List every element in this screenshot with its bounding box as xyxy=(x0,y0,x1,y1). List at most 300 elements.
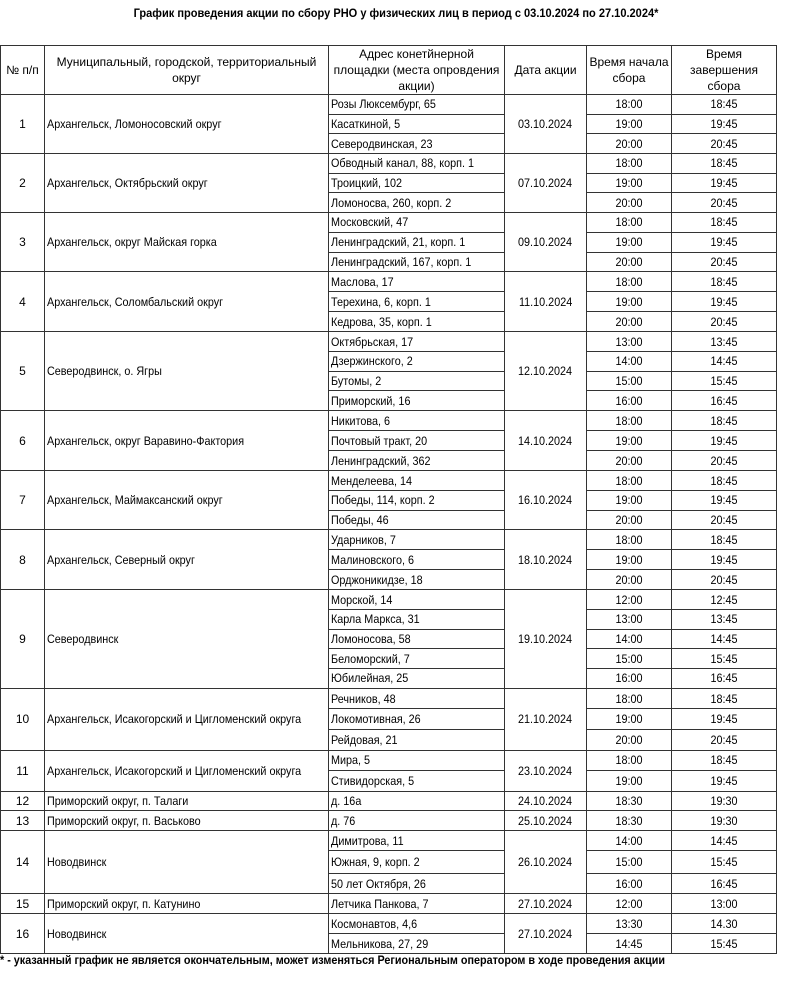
address-text: Летчика Панкова, 7 xyxy=(331,896,429,911)
start-time: 20:00 xyxy=(615,512,643,527)
address-cell xyxy=(329,451,505,471)
address-text: Терехина, 6, корп. 1 xyxy=(331,294,431,309)
address-text: Дзержинского, 2 xyxy=(331,354,413,369)
end-time: 20:45 xyxy=(710,732,738,747)
date-text: 27.10.2024 xyxy=(518,896,573,911)
table-row xyxy=(1,411,777,431)
start-time: 19:00 xyxy=(615,235,643,250)
schedule-table xyxy=(0,45,777,954)
end-time-cell xyxy=(672,629,777,649)
start-time: 14:00 xyxy=(615,354,643,369)
address-text: Димитрова, 11 xyxy=(331,833,404,848)
table-row xyxy=(1,688,777,709)
start-time: 20:00 xyxy=(615,453,643,468)
date-text: 18.10.2024 xyxy=(518,552,573,567)
address-cell xyxy=(329,490,505,510)
district-name: Приморский округ, п. Васьково xyxy=(47,813,201,828)
end-time-cell xyxy=(672,332,777,352)
date-cell xyxy=(505,894,587,914)
end-time: 15:45 xyxy=(710,651,738,666)
address-text: Локомотивная, 26 xyxy=(331,712,421,727)
date-cell xyxy=(505,831,587,894)
end-time-cell xyxy=(672,570,777,590)
address-text: Малиновского, 6 xyxy=(331,552,415,567)
start-time: 15:00 xyxy=(615,855,643,870)
date-text: 03.10.2024 xyxy=(518,117,573,132)
start-time: 14:00 xyxy=(615,631,643,646)
end-time: 19:45 xyxy=(710,235,738,250)
end-time: 14:45 xyxy=(710,833,738,848)
district-cell xyxy=(45,831,329,894)
date-cell xyxy=(505,471,587,530)
address-cell xyxy=(329,371,505,391)
end-time-cell xyxy=(672,730,777,751)
end-time: 16:45 xyxy=(710,393,738,408)
start-time-cell xyxy=(587,232,672,252)
address-text: Касаткиной, 5 xyxy=(331,117,401,132)
address-cell xyxy=(329,411,505,431)
table-row xyxy=(1,154,777,174)
date-text: 23.10.2024 xyxy=(518,763,573,778)
start-time-cell xyxy=(587,134,672,154)
start-time-cell xyxy=(587,292,672,312)
district-name: Приморский округ, п. Талаги xyxy=(47,794,189,808)
table-row xyxy=(1,530,777,550)
table-body xyxy=(1,95,777,954)
address-text: Ломоносва, 260, корп. 2 xyxy=(331,195,452,210)
header-start-time: Время начала сбора xyxy=(587,46,672,95)
address-cell xyxy=(329,570,505,590)
end-time: 18:45 xyxy=(710,413,738,428)
date-text: 19.10.2024 xyxy=(518,631,573,646)
address-cell xyxy=(329,232,505,252)
date-text: 14.10.2024 xyxy=(518,433,573,448)
end-time: 15:45 xyxy=(710,374,738,389)
start-time-cell xyxy=(587,791,672,811)
row-number: 13 xyxy=(1,811,45,831)
start-time-cell xyxy=(587,272,672,292)
address-cell xyxy=(329,730,505,751)
address-cell xyxy=(329,831,505,851)
end-time-cell xyxy=(672,272,777,292)
start-time: 18:00 xyxy=(615,691,643,706)
date-cell xyxy=(505,811,587,831)
address-cell xyxy=(329,173,505,193)
district-cell xyxy=(45,811,329,831)
date-text: 26.10.2024 xyxy=(518,855,573,870)
start-time-cell xyxy=(587,332,672,352)
end-time-cell xyxy=(672,649,777,669)
end-time: 13:45 xyxy=(710,612,738,627)
address-text: Мельникова, 27, 29 xyxy=(331,936,429,951)
address-text: Речников, 48 xyxy=(331,691,396,706)
start-time: 13:00 xyxy=(615,612,643,627)
address-cell xyxy=(329,771,505,792)
start-time-cell xyxy=(587,669,672,689)
start-time: 18:00 xyxy=(615,215,643,230)
end-time: 20:45 xyxy=(710,195,738,210)
end-time-cell xyxy=(672,213,777,233)
start-time-cell xyxy=(587,411,672,431)
end-time-cell xyxy=(672,391,777,411)
address-cell xyxy=(329,510,505,530)
end-time: 18:45 xyxy=(710,753,738,768)
date-text: 07.10.2024 xyxy=(518,176,573,191)
district-name: Новодвинск xyxy=(47,855,107,870)
start-time: 16:00 xyxy=(615,393,643,408)
address-cell xyxy=(329,791,505,811)
end-time: 19:30 xyxy=(710,813,738,828)
start-time: 18:00 xyxy=(615,274,643,289)
start-time: 15:00 xyxy=(615,374,643,389)
start-time: 19:00 xyxy=(615,493,643,508)
start-time-cell xyxy=(587,590,672,610)
date-text: 11.10.2024 xyxy=(518,294,573,309)
end-time: 18:45 xyxy=(710,691,738,706)
header-number: № п/п xyxy=(1,46,45,95)
address-text: Ударников, 7 xyxy=(331,532,396,547)
address-text: Беломорский, 7 xyxy=(331,651,410,666)
start-time-cell xyxy=(587,649,672,669)
start-time-cell xyxy=(587,570,672,590)
row-number: 7 xyxy=(1,471,45,530)
end-time: 14:45 xyxy=(710,354,738,369)
district-name: Архангельск, Соломбальский округ xyxy=(47,294,224,309)
end-time-cell xyxy=(672,851,777,874)
address-text: Почтовый тракт, 20 xyxy=(331,433,428,448)
end-time-cell xyxy=(672,451,777,471)
end-time-cell xyxy=(672,114,777,134)
address-cell xyxy=(329,894,505,914)
start-time-cell xyxy=(587,771,672,792)
table-row xyxy=(1,811,777,831)
date-text: 24.10.2024 xyxy=(518,794,573,808)
end-time-cell xyxy=(672,232,777,252)
end-time: 20:45 xyxy=(710,572,738,587)
start-time: 18:00 xyxy=(615,753,643,768)
address-cell xyxy=(329,530,505,550)
end-time: 19:45 xyxy=(710,294,738,309)
district-cell xyxy=(45,530,329,590)
end-time: 19:45 xyxy=(710,176,738,191)
start-time-cell xyxy=(587,471,672,491)
row-number: 8 xyxy=(1,530,45,590)
date-text: 27.10.2024 xyxy=(518,926,573,941)
address-text: Мира, 5 xyxy=(331,753,371,768)
address-cell xyxy=(329,811,505,831)
row-number: 12 xyxy=(1,791,45,811)
start-time: 16:00 xyxy=(615,671,643,686)
start-time-cell xyxy=(587,730,672,751)
start-time: 13:30 xyxy=(615,916,643,931)
address-cell xyxy=(329,292,505,312)
row-number: 3 xyxy=(1,213,45,272)
end-time-cell xyxy=(672,471,777,491)
address-cell xyxy=(329,351,505,371)
address-text: Ленинградский, 167, корп. 1 xyxy=(331,254,472,269)
start-time: 19:00 xyxy=(615,712,643,727)
footnote: * - указанный график не является окончательным, может изменяться Региональным оператором в ходе проведения акции xyxy=(0,953,665,967)
start-time: 19:00 xyxy=(615,294,643,309)
table-row xyxy=(1,332,777,352)
date-cell xyxy=(505,750,587,791)
start-time: 14:45 xyxy=(615,936,643,951)
district-name: Архангельск, Исакогорский и Цигломенский округа xyxy=(47,763,302,778)
address-text: Ленинградский, 362 xyxy=(331,453,431,468)
address-cell xyxy=(329,649,505,669)
start-time: 18:00 xyxy=(615,97,643,112)
start-time-cell xyxy=(587,609,672,629)
district-name: Приморский округ, п. Катунино xyxy=(47,896,201,911)
address-text: Морской, 14 xyxy=(331,592,393,607)
date-cell xyxy=(505,590,587,688)
start-time-cell xyxy=(587,371,672,391)
end-time-cell xyxy=(672,490,777,510)
address-text: Кедрова, 35, корп. 1 xyxy=(331,314,432,329)
address-text: Менделеева, 14 xyxy=(331,473,412,488)
end-time: 18:45 xyxy=(710,532,738,547)
address-cell xyxy=(329,312,505,332)
date-text: 25.10.2024 xyxy=(518,813,573,828)
start-time: 18:30 xyxy=(615,794,643,808)
address-cell xyxy=(329,629,505,649)
address-cell xyxy=(329,851,505,874)
address-cell xyxy=(329,391,505,411)
start-time: 15:00 xyxy=(615,651,643,666)
address-cell xyxy=(329,272,505,292)
header-address: Адрес конетйнерной площадки (места опровдения акции) xyxy=(329,46,505,95)
address-text: Троицкий, 102 xyxy=(331,176,403,191)
district-cell xyxy=(45,894,329,914)
address-text: Победы, 46 xyxy=(331,512,389,527)
address-cell xyxy=(329,914,505,934)
start-time-cell xyxy=(587,95,672,115)
end-time: 18:45 xyxy=(710,215,738,230)
end-time-cell xyxy=(672,550,777,570)
row-number: 10 xyxy=(1,688,45,750)
start-time-cell xyxy=(587,874,672,894)
end-time-cell xyxy=(672,193,777,213)
start-time-cell xyxy=(587,252,672,272)
start-time-cell xyxy=(587,709,672,730)
start-time: 18:30 xyxy=(615,813,643,828)
end-time-cell xyxy=(672,510,777,530)
end-time-cell xyxy=(672,590,777,610)
end-time-cell xyxy=(672,95,777,115)
end-time-cell xyxy=(672,252,777,272)
end-time-cell xyxy=(672,811,777,831)
address-text: Рейдовая, 21 xyxy=(331,732,398,747)
start-time-cell xyxy=(587,173,672,193)
start-time: 12:00 xyxy=(615,896,643,911)
address-cell xyxy=(329,193,505,213)
start-time-cell xyxy=(587,550,672,570)
start-time-cell xyxy=(587,530,672,550)
end-time: 18:45 xyxy=(710,274,738,289)
address-cell xyxy=(329,874,505,894)
start-time-cell xyxy=(587,213,672,233)
address-cell xyxy=(329,669,505,689)
end-time-cell xyxy=(672,750,777,771)
date-cell xyxy=(505,272,587,332)
start-time-cell xyxy=(587,688,672,709)
start-time: 20:00 xyxy=(615,732,643,747)
start-time-cell xyxy=(587,391,672,411)
table-row xyxy=(1,791,777,811)
start-time-cell xyxy=(587,312,672,332)
end-time: 14:45 xyxy=(710,631,738,646)
district-name: Архангельск, Исакогорский и Цигломенский округа xyxy=(47,712,302,727)
address-cell xyxy=(329,688,505,709)
table-row xyxy=(1,831,777,851)
district-name: Новодвинск xyxy=(47,926,107,941)
district-name: Архангельск, округ Варавино-Фактория xyxy=(47,433,245,448)
address-cell xyxy=(329,550,505,570)
start-time-cell xyxy=(587,894,672,914)
district-cell xyxy=(45,272,329,332)
address-cell xyxy=(329,709,505,730)
address-text: Юбилейная, 25 xyxy=(331,671,409,686)
district-cell xyxy=(45,213,329,272)
row-number: 2 xyxy=(1,154,45,213)
date-text: 21.10.2024 xyxy=(518,712,573,727)
start-time-cell xyxy=(587,431,672,451)
row-number: 5 xyxy=(1,332,45,411)
start-time: 18:00 xyxy=(615,532,643,547)
end-time: 14.30 xyxy=(710,916,738,931)
end-time-cell xyxy=(672,371,777,391)
header-date: Дата акции xyxy=(505,46,587,95)
date-cell xyxy=(505,914,587,954)
district-name: Архангельск, Северный округ xyxy=(47,552,195,567)
district-name: Северодвинск xyxy=(47,631,119,646)
start-time-cell xyxy=(587,451,672,471)
end-time-cell xyxy=(672,609,777,629)
address-text: Обводный канал, 88, корп. 1 xyxy=(331,156,475,171)
end-time: 19:45 xyxy=(710,712,738,727)
end-time: 19:45 xyxy=(710,117,738,132)
address-cell xyxy=(329,95,505,115)
end-time-cell xyxy=(672,154,777,174)
district-cell xyxy=(45,95,329,154)
table-row xyxy=(1,914,777,934)
end-time: 13:00 xyxy=(710,896,738,911)
end-time-cell xyxy=(672,791,777,811)
district-cell xyxy=(45,914,329,954)
start-time: 18:00 xyxy=(615,473,643,488)
end-time: 13:45 xyxy=(710,334,738,349)
address-cell xyxy=(329,750,505,771)
start-time-cell xyxy=(587,114,672,134)
address-text: Приморский, 16 xyxy=(331,393,411,408)
start-time-cell xyxy=(587,851,672,874)
address-text: Победы, 114, корп. 2 xyxy=(331,493,435,508)
date-cell xyxy=(505,213,587,272)
header-district: Муниципальный, городской, территориальный округ xyxy=(45,46,329,95)
address-cell xyxy=(329,609,505,629)
end-time: 15:45 xyxy=(710,855,738,870)
end-time: 15:45 xyxy=(710,936,738,951)
end-time-cell xyxy=(672,831,777,851)
end-time-cell xyxy=(672,312,777,332)
end-time: 19:30 xyxy=(710,794,738,808)
start-time: 14:00 xyxy=(615,833,643,848)
start-time-cell xyxy=(587,750,672,771)
address-text: Маслова, 17 xyxy=(331,274,394,289)
address-cell xyxy=(329,154,505,174)
start-time: 19:00 xyxy=(615,552,643,567)
date-cell xyxy=(505,95,587,154)
address-cell xyxy=(329,332,505,352)
start-time: 20:00 xyxy=(615,572,643,587)
end-time-cell xyxy=(672,134,777,154)
header-end-time: Время завершения сбора xyxy=(672,46,777,95)
address-cell xyxy=(329,252,505,272)
table-row xyxy=(1,590,777,610)
table-row xyxy=(1,213,777,233)
district-cell xyxy=(45,332,329,411)
address-cell xyxy=(329,114,505,134)
start-time: 20:00 xyxy=(615,136,643,151)
address-text: Бутомы, 2 xyxy=(331,374,382,389)
start-time: 12:00 xyxy=(615,592,643,607)
start-time: 20:00 xyxy=(615,195,643,210)
address-text: Стивидорская, 5 xyxy=(331,773,415,788)
start-time: 16:00 xyxy=(615,876,643,891)
start-time-cell xyxy=(587,914,672,934)
end-time-cell xyxy=(672,914,777,934)
address-cell xyxy=(329,934,505,954)
start-time: 19:00 xyxy=(615,117,643,132)
address-cell xyxy=(329,134,505,154)
district-cell xyxy=(45,411,329,471)
address-text: Космонавтов, 4,6 xyxy=(331,916,418,931)
district-name: Северодвинск, о. Ягры xyxy=(47,364,162,379)
district-name: Архангельск, округ Майская горка xyxy=(47,235,217,250)
end-time: 19:45 xyxy=(710,773,738,788)
start-time-cell xyxy=(587,154,672,174)
start-time: 19:00 xyxy=(615,433,643,448)
end-time: 18:45 xyxy=(710,473,738,488)
table-row xyxy=(1,95,777,115)
start-time: 18:00 xyxy=(615,156,643,171)
start-time-cell xyxy=(587,490,672,510)
address-text: Северодвинская, 23 xyxy=(331,136,433,151)
end-time: 20:45 xyxy=(710,314,738,329)
row-number: 9 xyxy=(1,590,45,688)
district-cell xyxy=(45,791,329,811)
date-cell xyxy=(505,411,587,471)
row-number: 15 xyxy=(1,894,45,914)
start-time: 18:00 xyxy=(615,413,643,428)
date-cell xyxy=(505,530,587,590)
end-time: 16:45 xyxy=(710,876,738,891)
start-time: 13:00 xyxy=(615,334,643,349)
district-cell xyxy=(45,688,329,750)
address-text: Октябрьская, 17 xyxy=(331,334,414,349)
district-cell xyxy=(45,590,329,688)
date-text: 09.10.2024 xyxy=(518,235,573,250)
district-cell xyxy=(45,471,329,530)
end-time-cell xyxy=(672,351,777,371)
date-text: 16.10.2024 xyxy=(518,493,573,508)
address-text: Московский, 47 xyxy=(331,215,409,230)
start-time-cell xyxy=(587,934,672,954)
start-time: 20:00 xyxy=(615,254,643,269)
start-time: 20:00 xyxy=(615,314,643,329)
address-text: д. 76 xyxy=(331,813,356,828)
end-time-cell xyxy=(672,669,777,689)
